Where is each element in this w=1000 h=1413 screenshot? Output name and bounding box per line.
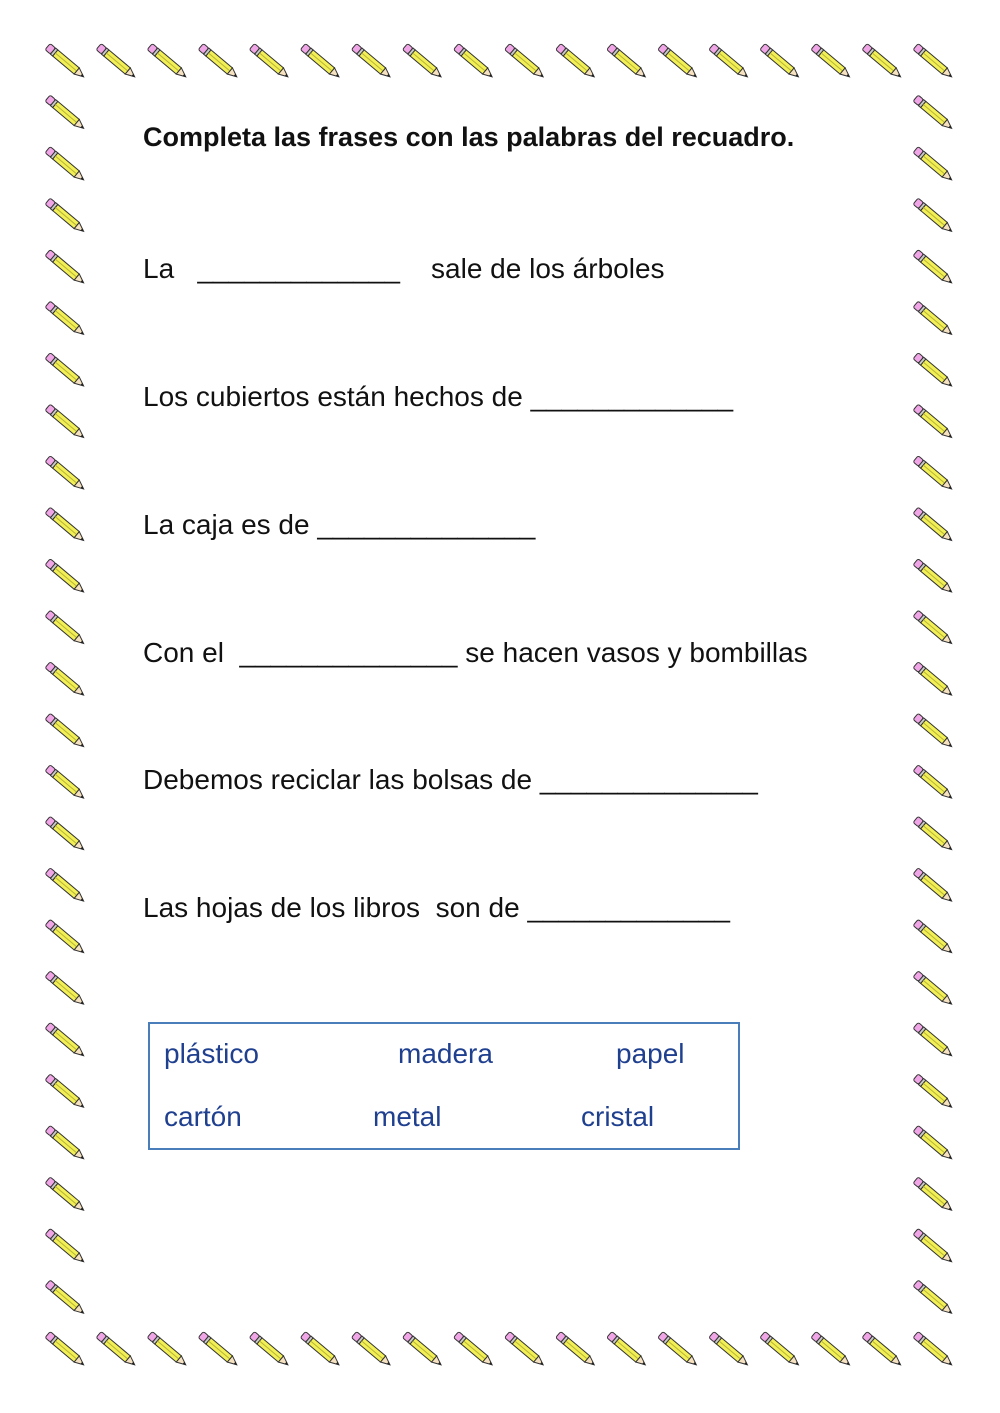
- word-option: madera: [398, 1038, 493, 1069]
- pencil-icon: [45, 662, 86, 698]
- pencil-icon: [556, 1332, 597, 1368]
- pencil-icon: [351, 44, 392, 80]
- pencil-icon: [45, 816, 86, 852]
- pencil-icon: [454, 44, 495, 80]
- pencil-icon: [45, 713, 86, 749]
- pencil-icon: [607, 1332, 648, 1368]
- pencil-icon: [913, 147, 954, 183]
- pencil-icon: [300, 44, 341, 80]
- pencil-icon: [811, 44, 852, 80]
- pencil-icon: [147, 1332, 188, 1368]
- pencil-icon: [45, 1177, 86, 1213]
- pencil-icon: [913, 559, 954, 595]
- pencil-icon: [45, 1280, 86, 1316]
- pencil-icon: [913, 1228, 954, 1264]
- pencil-icon: [45, 404, 86, 440]
- pencil-icon: [913, 1074, 954, 1110]
- pencil-icon: [760, 44, 801, 80]
- pencil-icon: [45, 301, 86, 337]
- pencil-icon: [658, 1332, 699, 1368]
- pencil-icon: [45, 610, 86, 646]
- pencil-icon: [913, 95, 954, 131]
- pencil-icon: [45, 765, 86, 801]
- pencil-icon: [45, 919, 86, 955]
- pencil-icon: [45, 456, 86, 492]
- pencil-icon: [45, 198, 86, 234]
- pencil-icon: [45, 147, 86, 183]
- word-option: papel: [616, 1038, 685, 1069]
- pencil-icon: [811, 1332, 852, 1368]
- pencil-icon: [45, 971, 86, 1007]
- pencil-icon: [300, 1332, 341, 1368]
- pencil-icon: [913, 1332, 954, 1368]
- pencil-icon: [913, 1280, 954, 1316]
- pencil-icon: [607, 44, 648, 80]
- sentence-6: Las hojas de los libros son de _____________: [143, 892, 730, 923]
- pencil-icon: [505, 44, 546, 80]
- word-box: [148, 1022, 740, 1150]
- pencil-icon: [402, 1332, 443, 1368]
- pencil-icon: [913, 919, 954, 955]
- pencil-icon: [249, 1332, 290, 1368]
- pencil-icon: [45, 559, 86, 595]
- pencil-icon: [913, 456, 954, 492]
- pencil-icon: [454, 1332, 495, 1368]
- word-option: cristal: [581, 1101, 655, 1132]
- sentence-2: Los cubiertos están hechos de _____________: [143, 381, 734, 412]
- pencil-icon: [913, 507, 954, 543]
- pencil-icon: [45, 44, 86, 80]
- pencil-icon: [45, 1332, 86, 1368]
- pencil-icon: [45, 95, 86, 131]
- sentence-4: Con el ______________ se hacen vasos y bombillas: [143, 637, 808, 668]
- pencil-icon: [913, 971, 954, 1007]
- pencil-icon: [913, 1022, 954, 1058]
- pencil-icon: [913, 713, 954, 749]
- pencil-icon: [45, 1228, 86, 1264]
- pencil-icon: [862, 1332, 903, 1368]
- pencil-icon: [913, 404, 954, 440]
- pencil-icon: [402, 44, 443, 80]
- pencil-icon: [913, 353, 954, 389]
- pencil-icon: [913, 662, 954, 698]
- pencil-icon: [913, 1177, 954, 1213]
- page-title: Completa las frases con las palabras del recuadro.: [143, 122, 795, 152]
- pencil-icon: [198, 44, 239, 80]
- pencil-icon: [913, 868, 954, 904]
- pencil-icon: [913, 198, 954, 234]
- pencil-icon: [556, 44, 597, 80]
- pencil-icon: [709, 1332, 750, 1368]
- pencil-icon: [913, 610, 954, 646]
- pencil-icon: [45, 250, 86, 286]
- pencil-icon: [913, 250, 954, 286]
- pencil-icon: [505, 1332, 546, 1368]
- pencil-icon: [45, 1125, 86, 1161]
- word-option: metal: [373, 1101, 442, 1132]
- word-option: plástico: [164, 1038, 259, 1069]
- pencil-icon: [913, 44, 954, 80]
- sentence-3: La caja es de ______________: [143, 509, 536, 540]
- pencil-icon: [913, 816, 954, 852]
- pencil-icon: [709, 44, 750, 80]
- pencil-icon: [45, 868, 86, 904]
- pencil-icon: [147, 44, 188, 80]
- pencil-icon: [913, 1125, 954, 1161]
- pencil-icon: [913, 301, 954, 337]
- pencil-icon: [198, 1332, 239, 1368]
- pencil-icon: [913, 765, 954, 801]
- pencil-icon: [45, 507, 86, 543]
- pencil-icon: [658, 44, 699, 80]
- sentence-5: Debemos reciclar las bolsas de ______________: [143, 764, 758, 795]
- pencil-icon: [45, 353, 86, 389]
- pencil-icon: [249, 44, 290, 80]
- pencil-icon: [96, 44, 137, 80]
- pencil-icon: [45, 1022, 86, 1058]
- pencil-icon: [96, 1332, 137, 1368]
- sentence-1: La _____________ sale de los árboles: [143, 253, 665, 284]
- word-option: cartón: [164, 1101, 242, 1132]
- pencil-icon: [45, 1074, 86, 1110]
- pencil-icon: [760, 1332, 801, 1368]
- pencil-icon: [351, 1332, 392, 1368]
- pencil-icon: [862, 44, 903, 80]
